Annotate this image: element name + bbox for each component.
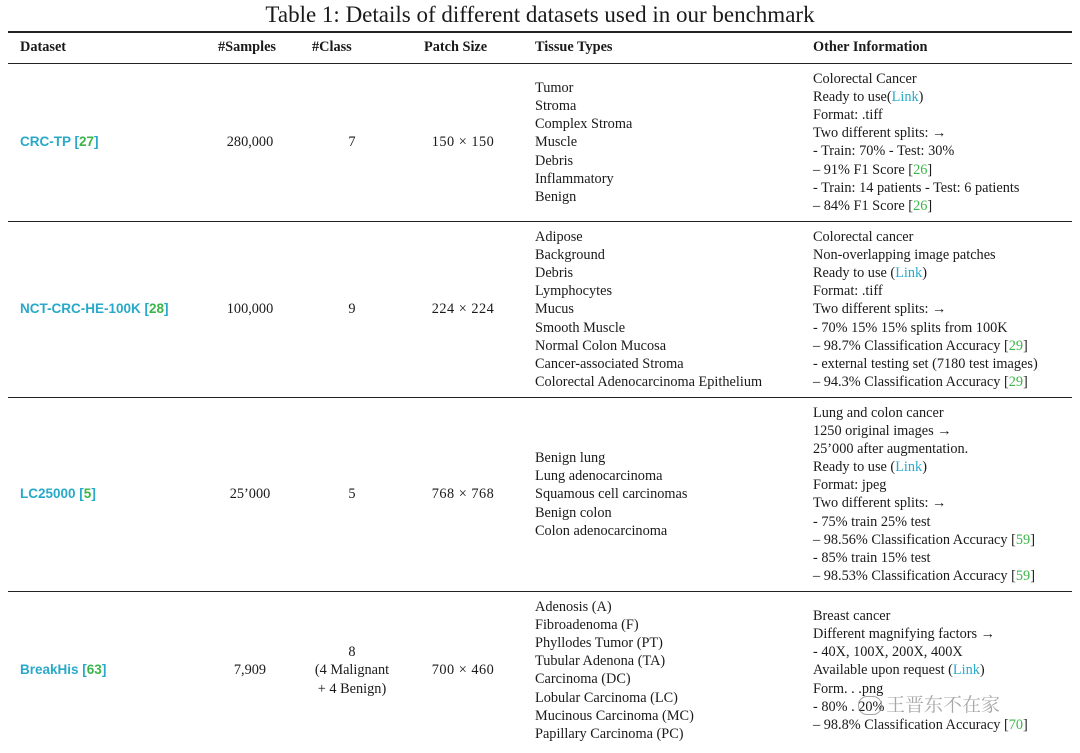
- tissue-type-item: Adenosis (A): [535, 599, 612, 616]
- header-dataset: Dataset: [20, 39, 67, 55]
- info-line: Form. . .png: [813, 680, 884, 697]
- tissue-type-item: Mucinous Carcinoma (MC): [535, 707, 694, 724]
- citation-link[interactable]: 59: [1015, 567, 1031, 584]
- patch-size-cell: 224 × 224: [431, 301, 495, 318]
- tissue-type-item: Lobular Carcinoma (LC): [535, 689, 678, 706]
- header-tissue-types: Tissue Types: [535, 39, 613, 55]
- info-line: - Train: 70% - Test: 30%: [813, 143, 955, 160]
- row-separator: [8, 221, 1072, 222]
- external-link[interactable]: Link: [891, 89, 919, 106]
- dataset-name-cell: NCT-CRC-HE-100K [28]: [20, 301, 169, 317]
- tissue-types-cell: [535, 79, 632, 206]
- citation-link[interactable]: 29: [1008, 337, 1024, 354]
- row-separator: [8, 591, 1072, 592]
- tissue-type-item: Normal Colon Mucosa: [535, 337, 667, 354]
- tissue-type-item: Stroma: [535, 98, 577, 115]
- class-line: 8: [348, 644, 356, 661]
- tissue-type-item: Background: [535, 247, 605, 264]
- citation-link[interactable]: 28: [149, 301, 165, 317]
- info-line: – 91% F1 Score [26]: [813, 161, 933, 178]
- patch-size-cell: 700 × 460: [431, 662, 495, 679]
- info-line: Format: .tiff: [813, 283, 883, 300]
- other-information-cell: [813, 228, 1038, 391]
- info-line: 25’000 after augmentation.: [813, 441, 969, 458]
- class-line: (4 Malignant: [314, 662, 390, 679]
- tissue-types-cell: [535, 449, 687, 539]
- tissue-type-item: Colon adenocarcinoma: [535, 522, 668, 539]
- dataset-name-link[interactable]: BreakHis: [20, 662, 79, 678]
- citation-link[interactable]: 27: [79, 134, 95, 150]
- header-samples: #Samples: [218, 39, 276, 55]
- tissue-type-item: Benign: [535, 188, 577, 205]
- dataset-name-link[interactable]: NCT-CRC-HE-100K: [20, 301, 141, 317]
- dataset-name-link[interactable]: LC25000: [20, 486, 76, 502]
- info-line: – 98.7% Classification Accuracy [29]: [813, 337, 1028, 354]
- info-line: - Train: 14 patients - Test: 6 patients: [813, 179, 1020, 196]
- tissue-type-item: Fibroadenoma (F): [535, 617, 639, 634]
- samples-cell: 7,909: [233, 662, 267, 679]
- info-line: Ready to use (Link): [813, 265, 927, 282]
- patch-size-cell: 768 × 768: [431, 486, 495, 503]
- info-line: Format: .tiff: [813, 107, 883, 124]
- info-line: - 85% train 15% test: [813, 549, 931, 566]
- tissue-type-item: Phyllodes Tumor (PT): [535, 635, 663, 652]
- row-separator: [8, 397, 1072, 398]
- table-caption: Table 1: Details of different datasets used in our benchmark: [265, 2, 815, 27]
- tissue-type-item: Inflammatory: [535, 170, 614, 187]
- tissue-type-item: Lymphocytes: [535, 283, 613, 300]
- info-line: Colorectal cancer: [813, 229, 914, 246]
- header-rule: [8, 63, 1072, 64]
- tissue-type-item: Muscle: [535, 134, 578, 151]
- citation-link[interactable]: 5: [83, 486, 92, 502]
- external-link[interactable]: Link: [895, 265, 923, 282]
- tissue-type-item: Tubular Adenona (TA): [535, 653, 666, 670]
- dataset-name-cell: BreakHis [63]: [20, 662, 107, 678]
- tissue-type-item: Debris: [535, 265, 574, 282]
- info-line: - external testing set (7180 test images): [813, 355, 1038, 372]
- info-line: 1250 original images →: [813, 423, 952, 440]
- tissue-type-item: Mucus: [535, 301, 574, 318]
- watermark: 王晋东不在家: [858, 690, 1000, 717]
- header-patch-size: Patch Size: [424, 39, 488, 55]
- tissue-type-item: Papillary Carcinoma (PC): [535, 725, 684, 742]
- info-line: – 98.56% Classification Accuracy [59]: [813, 531, 1035, 548]
- info-line: Two different splits: →: [813, 125, 947, 142]
- info-line: – 98.8% Classification Accuracy [70]: [813, 716, 1028, 733]
- class-line: 7: [348, 134, 356, 151]
- tissue-type-item: Adipose: [535, 229, 583, 246]
- info-line: - 80% . 20%: [813, 698, 885, 715]
- dataset-name-cell: LC25000 [5]: [20, 486, 96, 502]
- dataset-name-cell: CRC-TP [27]: [20, 134, 99, 150]
- class-line: 9: [348, 301, 356, 318]
- external-link[interactable]: Link: [895, 459, 923, 476]
- info-line: Two different splits: →: [813, 301, 947, 318]
- header-other-information: Other Information: [813, 39, 928, 55]
- class-line: 5: [348, 486, 356, 503]
- tissue-type-item: Carcinoma (DC): [535, 671, 631, 688]
- samples-cell: 280,000: [226, 134, 274, 151]
- info-line: - 75% train 25% test: [813, 513, 931, 530]
- tissue-type-item: Complex Stroma: [535, 116, 633, 133]
- tissue-type-item: Benign colon: [535, 504, 612, 521]
- info-line: – 94.3% Classification Accuracy [29]: [813, 373, 1028, 390]
- info-line: Non-overlapping image patches: [813, 247, 996, 264]
- tissue-type-item: Cancer-associated Stroma: [535, 355, 684, 372]
- citation-link[interactable]: 29: [1008, 373, 1024, 390]
- info-line: – 98.53% Classification Accuracy [59]: [813, 567, 1035, 584]
- info-line: Available upon request (Link): [813, 662, 985, 679]
- samples-cell: 25’000: [229, 486, 271, 503]
- citation-link[interactable]: 59: [1015, 531, 1031, 548]
- tissue-type-item: Colorectal Adenocarcinoma Epithelium: [535, 373, 763, 390]
- citation-link[interactable]: 26: [913, 161, 928, 178]
- citation-link[interactable]: 63: [86, 662, 102, 678]
- other-information-cell: [813, 70, 1019, 215]
- info-line: - 70% 15% 15% splits from 100K: [813, 319, 1008, 336]
- tissue-type-item: Smooth Muscle: [535, 319, 626, 336]
- info-line: Format: jpeg: [813, 477, 887, 494]
- info-line: Colorectal Cancer: [813, 71, 917, 88]
- class-line: + 4 Benign): [317, 680, 387, 697]
- external-link[interactable]: Link: [952, 662, 980, 679]
- info-line: - 40X, 100X, 200X, 400X: [813, 644, 963, 661]
- info-line: Different magnifying factors →: [813, 626, 995, 643]
- tissue-type-item: Lung adenocarcinoma: [535, 468, 663, 485]
- tissue-type-item: Tumor: [535, 80, 574, 97]
- info-line: Two different splits: →: [813, 495, 947, 512]
- dataset-name-link[interactable]: CRC-TP: [20, 134, 71, 150]
- info-line: – 84% F1 Score [26]: [813, 197, 933, 214]
- header-class: #Class: [312, 39, 352, 55]
- info-line: Ready to use(Link): [813, 89, 924, 106]
- wechat-icon: [858, 696, 882, 715]
- citation-link[interactable]: 70: [1008, 716, 1024, 733]
- tissue-types-cell: [535, 228, 762, 391]
- info-line: Breast cancer: [813, 608, 891, 625]
- info-line: Ready to use (Link): [813, 459, 927, 476]
- info-line: Lung and colon cancer: [813, 405, 944, 421]
- other-information-cell: [813, 404, 1035, 585]
- tissue-types-cell: [535, 598, 694, 743]
- top-rule: [8, 31, 1072, 33]
- tissue-type-item: Squamous cell carcinomas: [535, 486, 688, 503]
- tissue-type-item: Debris: [535, 152, 574, 169]
- samples-cell: 100,000: [226, 301, 274, 318]
- tissue-type-item: Benign lung: [535, 450, 606, 467]
- patch-size-cell: 150 × 150: [431, 134, 495, 151]
- citation-link[interactable]: 26: [913, 197, 928, 214]
